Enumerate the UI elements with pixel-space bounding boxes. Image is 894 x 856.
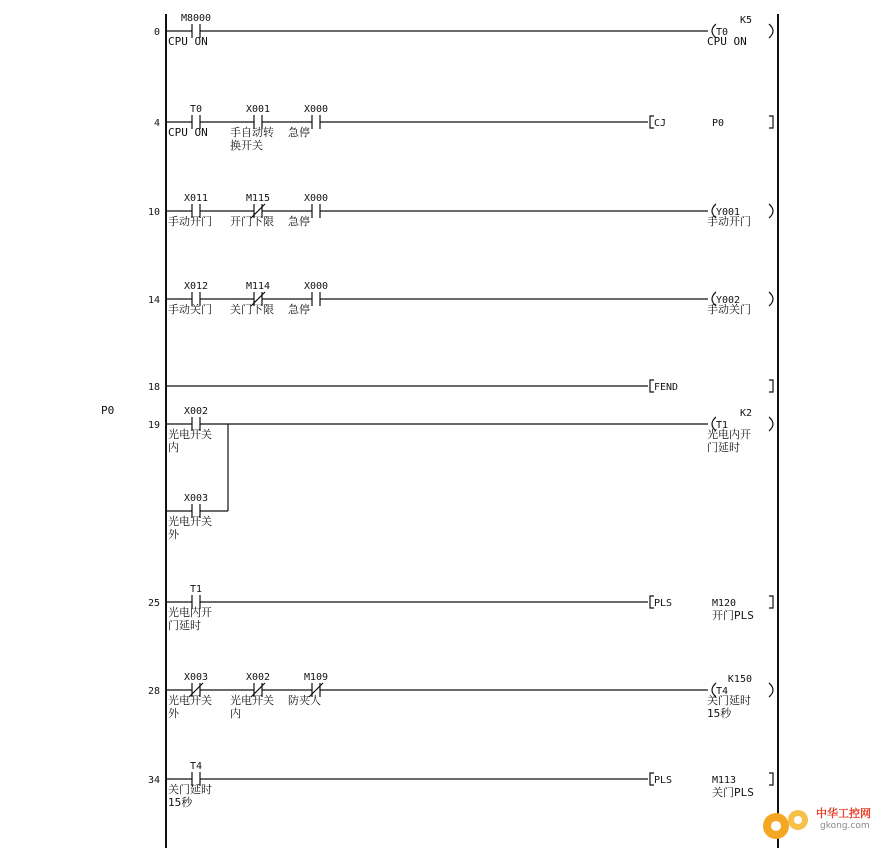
rung-0-coil-right — [769, 24, 773, 38]
rung-0-step: 0 — [153, 27, 160, 38]
rung-34-instr: PLS — [654, 775, 673, 786]
rung-19-coil-right — [769, 417, 773, 431]
rung-10-coil-name: Y001 — [716, 207, 741, 218]
rung-14-contact-1-device: M114 — [245, 281, 271, 292]
rung-10-contact-2-comment: 急停 — [288, 215, 310, 228]
rung-19-contact-0-comment: 光电开关 — [168, 428, 212, 441]
rung-14-contact-0-device: X012 — [183, 281, 209, 292]
rung-19-coil-comment: 光电内开 — [707, 428, 751, 441]
rung-10-step: 10 — [147, 207, 160, 218]
rungs-group — [148, 13, 773, 809]
rung-14-contact-1-comment: 关门下限 — [230, 303, 274, 316]
rung-4-contact-0-device: T0 — [189, 104, 203, 115]
rung-10-contact-0-device: X011 — [183, 193, 209, 204]
rung-19-branch-device: X003 — [183, 493, 209, 504]
rung-4-step: 4 — [153, 118, 160, 129]
rung-28-coil-right — [769, 683, 773, 697]
rung-25-instr: PLS — [654, 598, 673, 609]
rung-0-coil-comment: CPU ON — [707, 35, 747, 48]
rung-4-instr-right — [769, 116, 773, 128]
rung-14-contact-2-device: X000 — [303, 281, 329, 292]
rung-10-contact-2-device: X000 — [303, 193, 329, 204]
rung-28-contact-1-comment: 光电开关 — [230, 694, 274, 707]
rung-19-branch-comment: 光电开关 — [168, 515, 212, 528]
rung-0-contact-0-device: M8000 — [180, 13, 212, 24]
rung-4-operand: P0 — [712, 118, 725, 129]
rung-14-contact-0-comment: 手动关门 — [168, 303, 212, 316]
rung-14-contact-2-comment: 急停 — [288, 303, 310, 316]
rung-34-operand: M113 — [712, 775, 737, 786]
rung-25-operand: M120 — [712, 598, 737, 609]
rung-0-contact-0-comment: CPU ON — [168, 35, 208, 48]
rung-34-step: 34 — [147, 775, 160, 786]
rung-14-coil-name: Y002 — [716, 295, 741, 306]
rung-14-coil-comment: 手动关门 — [707, 303, 751, 316]
rung-10-contact-1-device: M115 — [245, 193, 271, 204]
rung-25-contact-0-comment: 门延时 — [168, 619, 201, 632]
rung-4-contact-1-device: X001 — [245, 104, 271, 115]
rung-28-step: 28 — [147, 686, 160, 697]
rung-25-contact-0-comment: 光电内开 — [168, 606, 212, 619]
rung-28-contact-0-comment: 光电开关 — [168, 694, 212, 707]
rung-25-instr-comment: 开门PLS — [712, 609, 754, 622]
rung-4-contact-1-comment: 手自动转 — [230, 126, 274, 139]
rung-28-coil-name: T4 — [716, 686, 729, 697]
rung-28-contact-1-comment: 内 — [230, 707, 241, 720]
watermark-title: 中华工控网 — [816, 807, 871, 820]
rung-4-contact-2-comment: 急停 — [288, 126, 310, 139]
rung-28-coil-comment: 关门延时 — [707, 694, 751, 707]
rung-4-contact-1-comment: 换开关 — [230, 139, 263, 152]
rung-19-step: 19 — [147, 420, 160, 431]
rung-18-instr: FEND — [654, 382, 679, 393]
gear-icon — [758, 800, 818, 846]
rung-34-instr-comment: 关门PLS — [712, 786, 754, 799]
rung-28-contact-0-device: X003 — [183, 672, 209, 683]
rung-4-instr: CJ — [654, 118, 667, 129]
rung-0-coil-const: K5 — [739, 15, 752, 26]
watermark-url: gkong.com — [820, 821, 870, 831]
label-p0: P0 — [101, 404, 115, 417]
rung-19-contact-0-comment: 内 — [168, 441, 179, 454]
rung-28-contact-1-device: X002 — [245, 672, 271, 683]
rung-28-contact-2-comment: 防夹人 — [288, 694, 321, 707]
rung-34-contact-0-comment: 关门延时 — [168, 783, 212, 796]
rung-19-contact-0-device: X002 — [183, 406, 209, 417]
rung-34-instr-right — [769, 773, 773, 785]
rung-14-coil-right — [769, 292, 773, 306]
rung-28-coil-comment: 15秒 — [707, 707, 732, 720]
rung-19-coil-name: T1 — [716, 420, 729, 431]
rung-34-contact-0-comment: 15秒 — [168, 796, 193, 809]
rung-25-contact-0-device: T1 — [189, 584, 203, 595]
rung-25-instr-right — [769, 596, 773, 608]
rung-28-contact-0-comment: 外 — [168, 707, 179, 720]
rung-25-step: 25 — [147, 598, 160, 609]
rung-19-coil-const: K2 — [739, 408, 752, 419]
rung-4-contact-0-comment: CPU ON — [168, 126, 208, 139]
rung-10-contact-0-comment: 手动开门 — [168, 215, 212, 228]
rung-34-contact-0-device: T4 — [189, 761, 203, 772]
rung-28-coil-const: K150 — [727, 674, 752, 685]
rung-14-step: 14 — [147, 295, 160, 306]
rung-19-branch-comment: 外 — [168, 528, 179, 541]
rung-4-contact-2-device: X000 — [303, 104, 329, 115]
rung-0-coil-name: T0 — [716, 27, 729, 38]
rung-28-contact-2-device: M109 — [303, 672, 329, 683]
rung-19-coil-comment: 门延时 — [707, 441, 740, 454]
rung-18-instr-right — [769, 380, 773, 392]
rung-10-coil-right — [769, 204, 773, 218]
rung-18-step: 18 — [147, 382, 160, 393]
rung-10-contact-1-comment: 开门下限 — [230, 215, 274, 228]
watermark — [758, 800, 890, 846]
rung-10-coil-comment: 手动开门 — [707, 215, 751, 228]
